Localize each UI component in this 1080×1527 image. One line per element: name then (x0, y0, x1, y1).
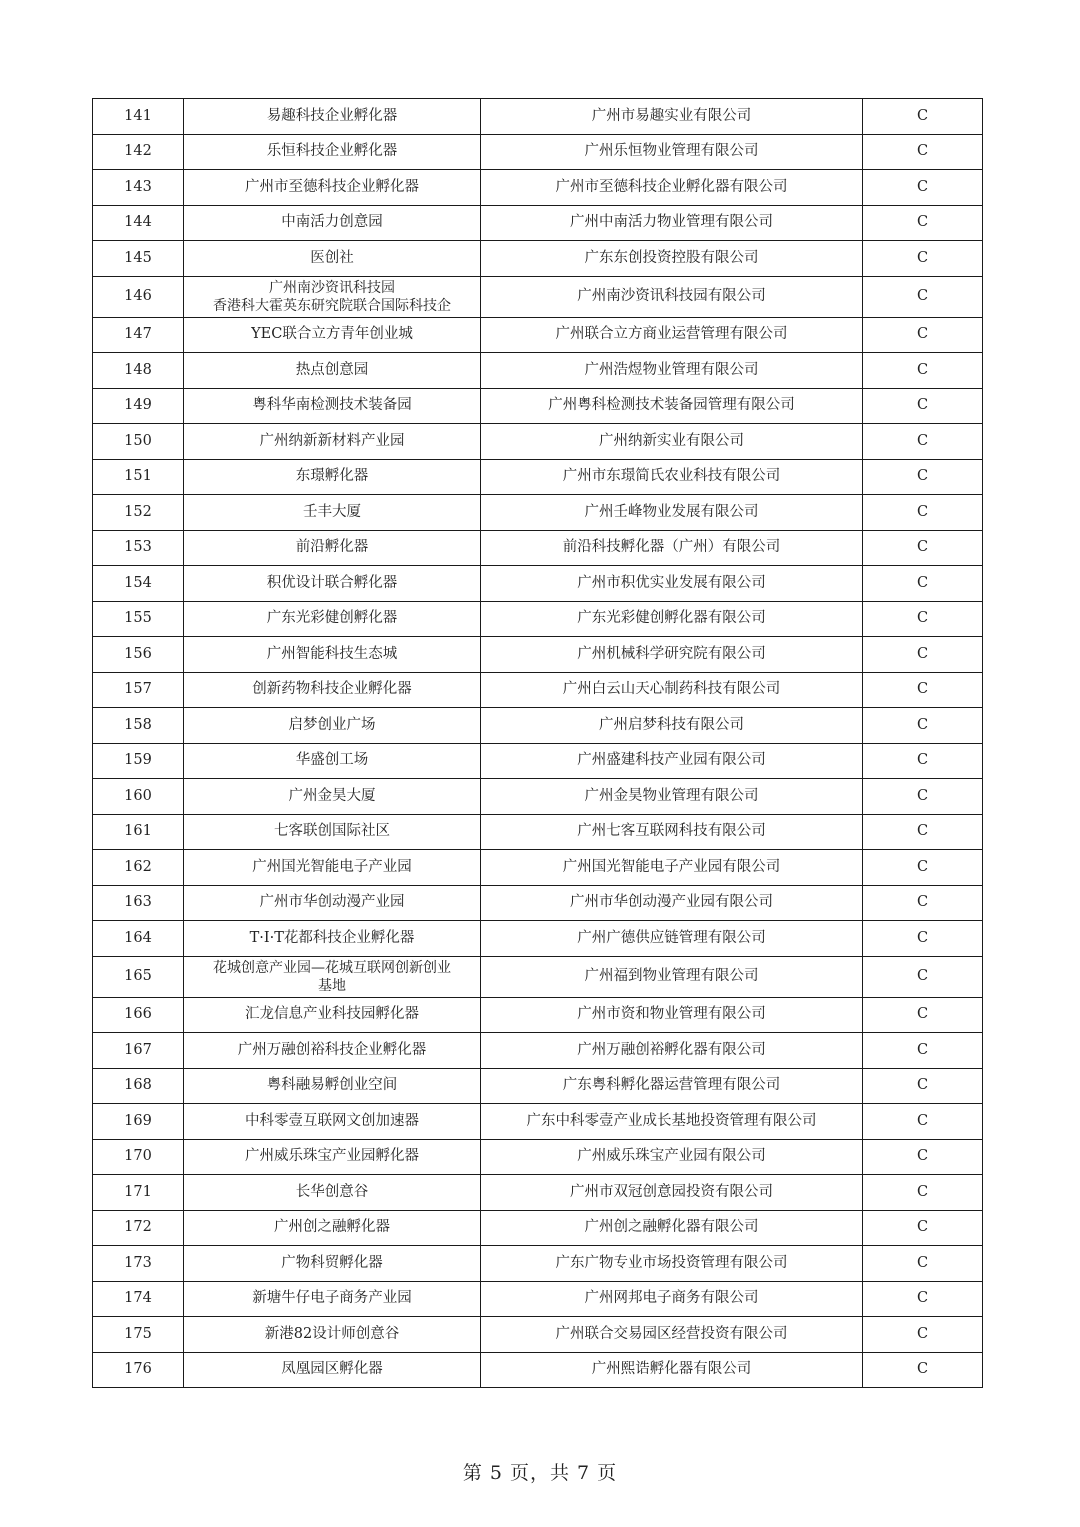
incubator-name-cell: 广州南沙资讯科技园 香港科大霍英东研究院联合国际科技企 (184, 276, 481, 317)
grade-cell: C (863, 601, 983, 637)
operator-org-cell: 广州纳新实业有限公司 (481, 424, 863, 460)
row-number-cell: 148 (93, 353, 184, 389)
row-number-cell: 155 (93, 601, 184, 637)
grade-cell: C (863, 1033, 983, 1069)
incubator-name-cell: 前沿孵化器 (184, 530, 481, 566)
operator-org-cell: 广东中科零壹产业成长基地投资管理有限公司 (481, 1104, 863, 1140)
grade-cell: C (863, 885, 983, 921)
incubator-name-cell: 热点创意园 (184, 353, 481, 389)
table-row (93, 388, 983, 424)
grade-cell: C (863, 1139, 983, 1175)
row-number-cell: 166 (93, 997, 184, 1033)
table-row (93, 99, 983, 135)
row-number-cell: 161 (93, 814, 184, 850)
grade-cell: C (863, 205, 983, 241)
operator-org-cell: 广州福到物业管理有限公司 (481, 956, 863, 997)
row-number-cell: 154 (93, 566, 184, 602)
table-body (93, 99, 983, 1388)
grade-cell: C (863, 388, 983, 424)
row-number-cell: 165 (93, 956, 184, 997)
incubator-name-cell: 广州国光智能电子产业园 (184, 850, 481, 886)
grade-cell: C (863, 743, 983, 779)
row-number-cell: 172 (93, 1210, 184, 1246)
operator-org-cell: 广州熙诰孵化器有限公司 (481, 1352, 863, 1388)
operator-org-cell: 广州南沙资讯科技园有限公司 (481, 276, 863, 317)
incubator-name-cell: 乐恒科技企业孵化器 (184, 134, 481, 170)
table-row (93, 1317, 983, 1353)
table-row (93, 885, 983, 921)
operator-org-cell: 广州广德供应链管理有限公司 (481, 921, 863, 957)
incubator-name-cell: 医创社 (184, 241, 481, 277)
incubator-name-cell: 七客联创国际社区 (184, 814, 481, 850)
incubator-name-cell: 新港82设计师创意谷 (184, 1317, 481, 1353)
row-number-cell: 153 (93, 530, 184, 566)
row-number-cell: 145 (93, 241, 184, 277)
operator-org-cell: 广州乐恒物业管理有限公司 (481, 134, 863, 170)
incubator-name-cell: 新塘牛仔电子商务产业园 (184, 1281, 481, 1317)
incubator-name-cell: 广州创之融孵化器 (184, 1210, 481, 1246)
grade-cell: C (863, 530, 983, 566)
row-number-cell: 173 (93, 1246, 184, 1282)
table-row (93, 814, 983, 850)
operator-org-cell: 广州市华创动漫产业园有限公司 (481, 885, 863, 921)
row-number-cell: 151 (93, 459, 184, 495)
incubator-name-cell: 广州智能科技生态城 (184, 637, 481, 673)
table-row (93, 1352, 983, 1388)
incubator-name-cell: 花城创意产业园—花城互联网创新创业 基地 (184, 956, 481, 997)
table-row (93, 1104, 983, 1140)
table-row (93, 1139, 983, 1175)
incubator-name-cell: 广州市至德科技企业孵化器 (184, 170, 481, 206)
operator-org-cell: 广州盛建科技产业园有限公司 (481, 743, 863, 779)
row-number-cell: 160 (93, 779, 184, 815)
table-row (93, 1033, 983, 1069)
table-row (93, 241, 983, 277)
operator-org-cell: 广州七客互联网科技有限公司 (481, 814, 863, 850)
grade-cell: C (863, 99, 983, 135)
grade-cell: C (863, 1210, 983, 1246)
row-number-cell: 152 (93, 495, 184, 531)
table-row (93, 850, 983, 886)
operator-org-cell: 广东粤科孵化器运营管理有限公司 (481, 1068, 863, 1104)
page-footer: 第 5 页，共 7 页 (462, 1462, 618, 1484)
operator-org-cell: 广东广物专业市场投资管理有限公司 (481, 1246, 863, 1282)
operator-org-cell: 广州联合交易园区经营投资有限公司 (481, 1317, 863, 1353)
row-number-cell: 144 (93, 205, 184, 241)
table-row (93, 637, 983, 673)
table-row (93, 530, 983, 566)
operator-org-cell: 广州市易趣实业有限公司 (481, 99, 863, 135)
grade-cell: C (863, 997, 983, 1033)
table-row (93, 1210, 983, 1246)
table-row (93, 424, 983, 460)
incubator-name-cell: 创新药物科技企业孵化器 (184, 672, 481, 708)
table-row (93, 170, 983, 206)
table-row (93, 921, 983, 957)
row-number-cell: 143 (93, 170, 184, 206)
row-number-cell: 175 (93, 1317, 184, 1353)
grade-cell: C (863, 170, 983, 206)
incubator-name-cell: 东璟孵化器 (184, 459, 481, 495)
table-row (93, 317, 983, 353)
incubator-table (92, 98, 983, 1388)
operator-org-cell: 广州联合立方商业运营管理有限公司 (481, 317, 863, 353)
incubator-name-cell: 壬丰大厦 (184, 495, 481, 531)
incubator-name-cell: 中南活力创意园 (184, 205, 481, 241)
incubator-name-cell: 粤科融易孵创业空间 (184, 1068, 481, 1104)
grade-cell: C (863, 672, 983, 708)
row-number-cell: 171 (93, 1175, 184, 1211)
table-row (93, 205, 983, 241)
grade-cell: C (863, 1104, 983, 1140)
operator-org-cell: 广东东创投资控股有限公司 (481, 241, 863, 277)
table-row (93, 459, 983, 495)
grade-cell: C (863, 1352, 983, 1388)
incubator-name-cell: 广州金昊大厦 (184, 779, 481, 815)
grade-cell: C (863, 708, 983, 744)
row-number-cell: 167 (93, 1033, 184, 1069)
grade-cell: C (863, 921, 983, 957)
row-number-cell: 156 (93, 637, 184, 673)
operator-org-cell: 广州网邦电子商务有限公司 (481, 1281, 863, 1317)
operator-org-cell: 广州金昊物业管理有限公司 (481, 779, 863, 815)
operator-org-cell: 广州启梦科技有限公司 (481, 708, 863, 744)
incubator-name-cell: 粤科华南检测技术装备园 (184, 388, 481, 424)
table-row (93, 601, 983, 637)
grade-cell: C (863, 241, 983, 277)
operator-org-cell: 广州创之融孵化器有限公司 (481, 1210, 863, 1246)
incubator-name-cell: 华盛创工场 (184, 743, 481, 779)
grade-cell: C (863, 1281, 983, 1317)
grade-cell: C (863, 850, 983, 886)
operator-org-cell: 广州浩煜物业管理有限公司 (481, 353, 863, 389)
operator-org-cell: 广州市资和物业管理有限公司 (481, 997, 863, 1033)
grade-cell: C (863, 1068, 983, 1104)
table-row (93, 1281, 983, 1317)
row-number-cell: 162 (93, 850, 184, 886)
operator-org-cell: 广州壬峰物业发展有限公司 (481, 495, 863, 531)
operator-org-cell: 广州市至德科技企业孵化器有限公司 (481, 170, 863, 206)
table-row (93, 672, 983, 708)
operator-org-cell: 广州国光智能电子产业园有限公司 (481, 850, 863, 886)
operator-org-cell: 广州白云山天心制药科技有限公司 (481, 672, 863, 708)
operator-org-cell: 广州粤科检测技术装备园管理有限公司 (481, 388, 863, 424)
row-number-cell: 149 (93, 388, 184, 424)
operator-org-cell: 广州万融创裕孵化器有限公司 (481, 1033, 863, 1069)
row-number-cell: 174 (93, 1281, 184, 1317)
grade-cell: C (863, 424, 983, 460)
row-number-cell: 157 (93, 672, 184, 708)
row-number-cell: 163 (93, 885, 184, 921)
row-number-cell: 159 (93, 743, 184, 779)
incubator-name-cell: 长华创意谷 (184, 1175, 481, 1211)
incubator-name-cell: 广州市华创动漫产业园 (184, 885, 481, 921)
operator-org-cell: 广州市双冠创意园投资有限公司 (481, 1175, 863, 1211)
incubator-name-cell: 积优设计联合孵化器 (184, 566, 481, 602)
incubator-name-cell: 凤凰园区孵化器 (184, 1352, 481, 1388)
grade-cell: C (863, 1175, 983, 1211)
grade-cell: C (863, 134, 983, 170)
table-row (93, 1068, 983, 1104)
row-number-cell: 170 (93, 1139, 184, 1175)
incubator-name-cell: 易趣科技企业孵化器 (184, 99, 481, 135)
row-number-cell: 164 (93, 921, 184, 957)
operator-org-cell: 广州机械科学研究院有限公司 (481, 637, 863, 673)
table-row (93, 566, 983, 602)
table-row (93, 495, 983, 531)
row-number-cell: 150 (93, 424, 184, 460)
incubator-name-cell: 广物科贸孵化器 (184, 1246, 481, 1282)
table-row (93, 134, 983, 170)
incubator-name-cell: T·I·T花都科技企业孵化器 (184, 921, 481, 957)
row-number-cell: 146 (93, 276, 184, 317)
incubator-name-cell: 广州威乐珠宝产业园孵化器 (184, 1139, 481, 1175)
grade-cell: C (863, 566, 983, 602)
operator-org-cell: 广东光彩健创孵化器有限公司 (481, 601, 863, 637)
grade-cell: C (863, 495, 983, 531)
row-number-cell: 168 (93, 1068, 184, 1104)
grade-cell: C (863, 353, 983, 389)
table-row (93, 353, 983, 389)
operator-org-cell: 前沿科技孵化器（广州）有限公司 (481, 530, 863, 566)
incubator-name-cell: 广州纳新新材料产业园 (184, 424, 481, 460)
table-row (93, 276, 983, 317)
grade-cell: C (863, 459, 983, 495)
grade-cell: C (863, 956, 983, 997)
operator-org-cell: 广州市积优实业发展有限公司 (481, 566, 863, 602)
incubator-name-cell: 中科零壹互联网文创加速器 (184, 1104, 481, 1140)
table-row (93, 1175, 983, 1211)
row-number-cell: 169 (93, 1104, 184, 1140)
incubator-name-cell: 启梦创业广场 (184, 708, 481, 744)
grade-cell: C (863, 779, 983, 815)
row-number-cell: 158 (93, 708, 184, 744)
row-number-cell: 147 (93, 317, 184, 353)
table-row (93, 997, 983, 1033)
incubator-name-cell: YEC联合立方青年创业城 (184, 317, 481, 353)
row-number-cell: 142 (93, 134, 184, 170)
incubator-name-cell: 广州万融创裕科技企业孵化器 (184, 1033, 481, 1069)
grade-cell: C (863, 814, 983, 850)
grade-cell: C (863, 637, 983, 673)
incubator-name-cell: 汇龙信息产业科技园孵化器 (184, 997, 481, 1033)
operator-org-cell: 广州市东璟简氏农业科技有限公司 (481, 459, 863, 495)
grade-cell: C (863, 1317, 983, 1353)
table-row (93, 779, 983, 815)
row-number-cell: 176 (93, 1352, 184, 1388)
operator-org-cell: 广州威乐珠宝产业园有限公司 (481, 1139, 863, 1175)
operator-org-cell: 广州中南活力物业管理有限公司 (481, 205, 863, 241)
table-row (93, 708, 983, 744)
table-row (93, 956, 983, 997)
grade-cell: C (863, 317, 983, 353)
grade-cell: C (863, 276, 983, 317)
row-number-cell: 141 (93, 99, 184, 135)
table-row (93, 743, 983, 779)
incubator-name-cell: 广东光彩健创孵化器 (184, 601, 481, 637)
grade-cell: C (863, 1246, 983, 1282)
table-row (93, 1246, 983, 1282)
